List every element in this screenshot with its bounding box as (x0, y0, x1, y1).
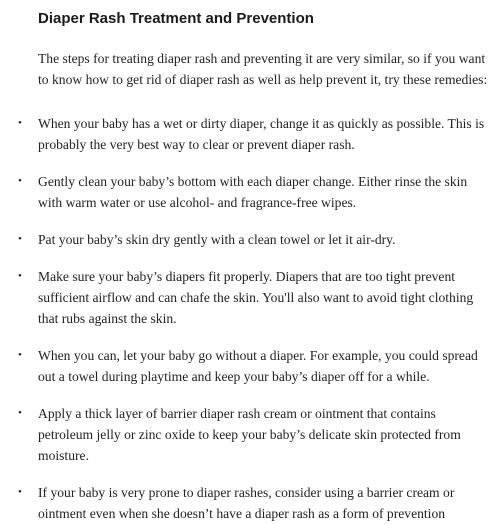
list-item (18, 266, 488, 329)
tip-text: When you can, let your baby go without a diaper. For example, you could spread out a towel during playtime and keep your baby’s diaper off for a while. (38, 348, 478, 384)
list-item (18, 403, 488, 466)
bullet-icon: • (18, 117, 22, 129)
tip-text: When your baby has a wet or dirty diaper, change it as quickly as possible. This is probably the very best way to clear or prevent diaper rash. (38, 116, 485, 152)
tip-text: Pat your baby’s skin dry gently with a clean towel or let it air-dry. (38, 232, 396, 247)
tip-text: If your baby is very prone to diaper rashes, consider using a barrier cream or ointment even when she doesn’t have a diaper rash as a form of prevention (38, 485, 455, 521)
tip-text: Apply a thick layer of barrier diaper rash cream or ointment that contains petroleum jelly or zinc oxide to keep your baby’s delicate skin protected from moisture. (38, 406, 461, 463)
bullet-icon: • (18, 349, 22, 361)
list-item (18, 345, 488, 387)
bullet-icon: • (18, 486, 22, 498)
bullet-icon: • (18, 233, 22, 245)
bullet-icon: • (18, 270, 22, 282)
diapers-fit-properly-link[interactable]: diapers fit properly (165, 269, 269, 284)
intro-paragraph: The steps for treating diaper rash and preventing it are very similar, so if you want to know how to get rid of diaper rash as well as help prevent it, try these remedies: (38, 51, 488, 87)
list-item (18, 113, 488, 155)
tips-list (18, 113, 485, 524)
list-item (18, 229, 488, 250)
tip-text-after-link: . Diapers that are too tight prevent sufficient airflow and can chafe the skin. You'll also want to avoid tight clothing that rubs against the skin. (38, 269, 474, 326)
tip-text: Gently clean your baby’s bottom with each diaper change. Either rinse the skin with warm water or use alcohol- and fragrance-free wipes. (38, 174, 468, 210)
article-title: Diaper Rash Treatment and Prevention (38, 10, 314, 27)
bullet-icon: • (18, 407, 22, 419)
bullet-icon: • (18, 175, 22, 187)
tip-text-before-link: Make sure your baby’s (38, 269, 166, 284)
list-item (18, 482, 488, 524)
list-item (18, 171, 488, 213)
